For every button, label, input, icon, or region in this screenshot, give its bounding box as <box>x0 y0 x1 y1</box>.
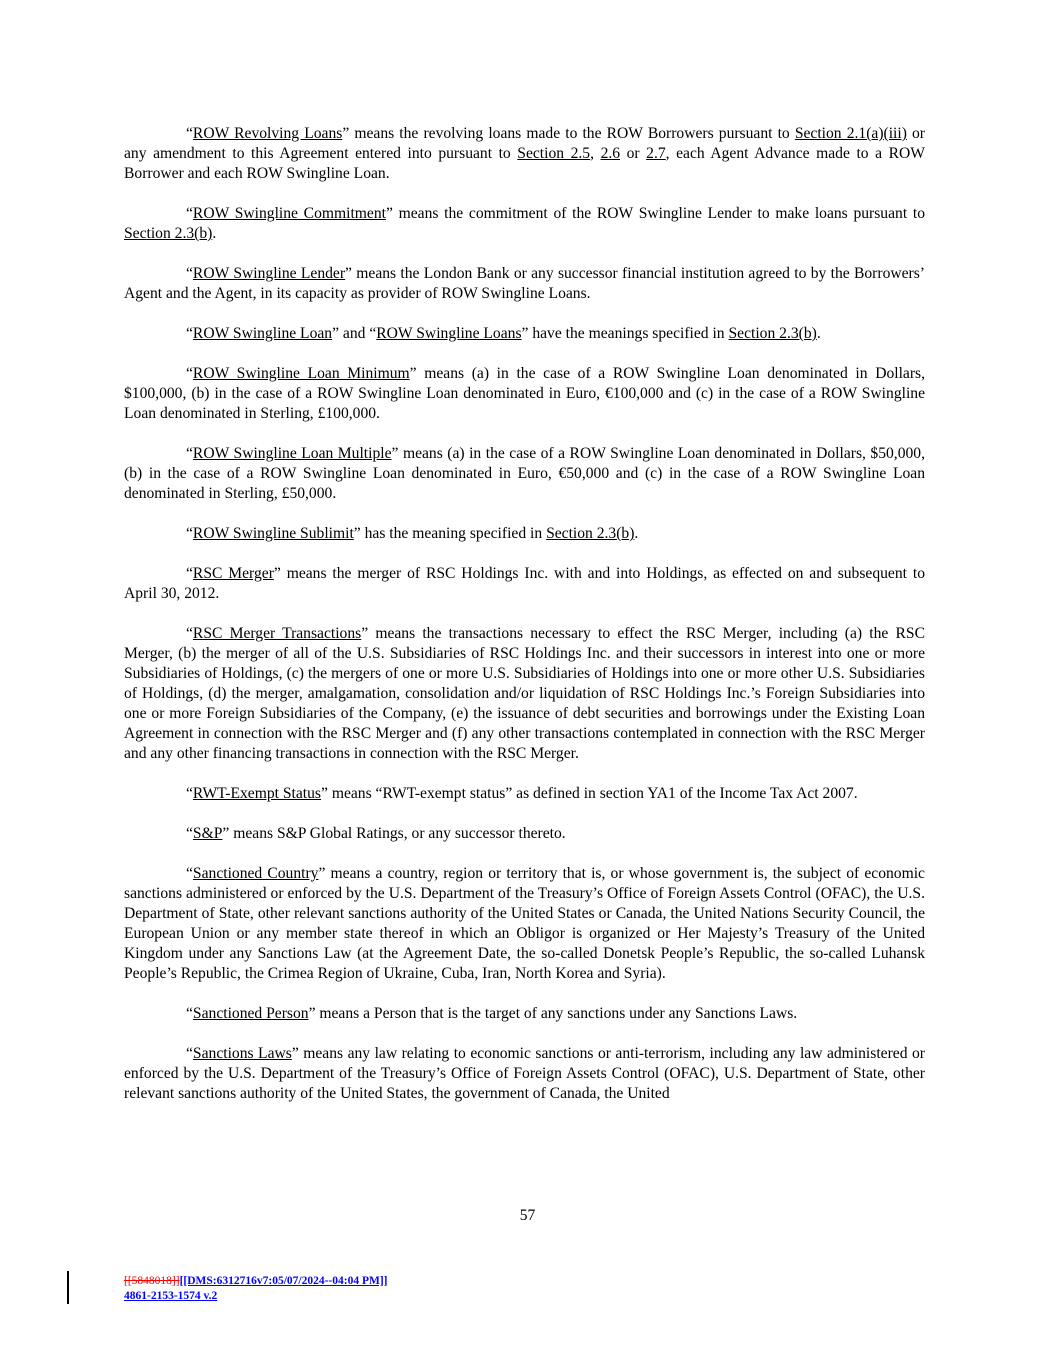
defined-term: ROW Swingline Loan Minimum <box>192 365 410 382</box>
definition-row-swingline-lender: “ROW Swingline Lender” means the London Bank or any successor financial institution agreed to by the Borrowers’ Agent and the Agent, in its capacity as provider of ROW Swingline Loans. <box>124 265 926 302</box>
defined-term: ROW Swingline Lender <box>192 265 346 282</box>
revision-change-bar <box>67 1271 69 1304</box>
defined-term: ROW Swingline Sublimit <box>192 525 354 542</box>
inserted-doc-ref: [[DMS:6312716v7:05/07/2024--04:04 PM]] <box>179 1275 388 1287</box>
defined-term: ROW Swingline Loan <box>192 325 333 342</box>
defined-term: Sanctioned Person <box>192 1005 309 1022</box>
section-reference: 2.7 <box>646 145 666 162</box>
definition-row-swingline-loan-multiple: “ROW Swingline Loan Multiple” means (a) in the case of a ROW Swingline Loan denominated in Dollars, $50,000, (b) in the case of a ROW Swingline Loan denominated in Euro, €50,000 and (c) in the case of a ROW Swingline Loan denominated in Sterling, £50,000. <box>124 445 925 502</box>
section-reference: 2.6 <box>600 145 621 162</box>
definition-row-swingline-sublimit: “ROW Swingline Sublimit” has the meaning specified in Section 2.3(b). <box>186 525 639 542</box>
defined-term: Sanctioned Country <box>192 865 319 882</box>
definition-sanctioned-country: “Sanctioned Country” means a country, region or territory that is, or whose government is, the subject of economic sanctions administered or enforced by the U.S. Department of the Treasury’s Office of Foreign Assets Control (OFAC), the U.S. Department of State, other relevant sanctions authority of the United States or Canada, the United Nations Security Council, the European Union or any member state thereof in which an Obligor is organized or Her Majesty’s Treasury of the United Kingdom under any Sanctions Law (at the Agreement Date, the so-called Donetsk People’s Republic, the so-called Luhansk People’s Republic, the Crimea Region of Ukraine, Cuba, Iran, North Korea and Syria). <box>124 865 925 982</box>
definition-row-swingline-commitment: “ROW Swingline Commitment” means the commitment of the ROW Swingline Lender to make loans pursuant to Section 2.3(b). <box>124 205 925 242</box>
defined-term: RWT-Exempt Status <box>192 785 321 802</box>
section-reference: Section 2.3(b) <box>728 325 817 342</box>
definition-s-and-p: “S&P” means S&P Global Ratings, or any successor thereto. <box>186 825 566 842</box>
defined-term: S&P <box>192 825 223 842</box>
defined-term: ROW Swingline Loans <box>376 325 522 342</box>
definition-rsc-merger-transactions: “RSC Merger Transactions” means the transactions necessary to effect the RSC Merger, including (a) the RSC Merger, (b) the merger of all of the U.S. Subsidiaries of RSC Holdings Inc. and their successors in interest into one or more Subsidiaries of Holdings, (c) the mergers of one or more U.S. Subsidiaries of Holdings into one or more other U.S. Subsidiaries of Holdings, (d) the merger, amalgamation, consolidation and/or liquidation of RSC Holdings Inc.’s Foreign Subsidiaries into one or more Foreign Subsidiaries of the Company, (e) the issuance of debt securities and borrowings under the Existing Loan Agreement in connection with the RSC Merger and (f) any other transactions contemplated in connection with the RSC Merger and any other financing transactions in connection with the RSC Merger. <box>124 625 925 762</box>
defined-term: ROW Swingline Loan Multiple <box>192 445 392 462</box>
section-reference: Section 2.3(b) <box>124 225 213 242</box>
section-reference: Section 2.3(b) <box>546 525 635 542</box>
defined-term: RSC Merger Transactions <box>192 625 362 642</box>
defined-term: ROW Revolving Loans <box>192 125 343 142</box>
page-number: 57 <box>519 1207 536 1224</box>
definition-sanctioned-person: “Sanctioned Person” means a Person that is the target of any sanctions under any Sanctions Laws. <box>186 1005 798 1022</box>
definition-row-swingline-loan-minimum: “ROW Swingline Loan Minimum” means (a) in the case of a ROW Swingline Loan denominated in Dollars, $100,000, (b) in the case of a ROW Swingline Loan denominated in Euro, €100,000 and (c) in the case of a ROW Swingline Loan denominated in Sterling, £100,000. <box>124 365 925 422</box>
definition-rwt-exempt-status: “RWT-Exempt Status” means “RWT-exempt status” as defined in section YA1 of the Income Tax Act 2007. <box>186 785 858 802</box>
document-footer <box>124 1274 388 1304</box>
deleted-doc-ref: [[5848018]] <box>124 1275 180 1287</box>
defined-term: ROW Swingline Commitment <box>192 205 386 222</box>
defined-term: RSC Merger <box>192 565 274 582</box>
doc-number: 4861-2153-1574 v.2 <box>124 1290 218 1302</box>
section-reference: Section 2.1(a)(iii) <box>794 125 907 142</box>
definition-rsc-merger: “RSC Merger” means the merger of RSC Holdings Inc. with and into Holdings, as effected on and subsequent to April 30, 2012. <box>124 565 925 602</box>
footer-ref-line <box>124 1274 388 1289</box>
document-body <box>124 124 925 1124</box>
definition-sanctions-laws: “Sanctions Laws” means any law relating to economic sanctions or anti-terrorism, including any law administered or enforced by the U.S. Department of the Treasury’s Office of Foreign Assets Control (OFAC), U.S. Department of State, other relevant sanctions authority of the United States, the government of Canada, the United <box>124 1045 925 1102</box>
definition-row-revolving-loans: “ROW Revolving Loans” means the revolving loans made to the ROW Borrowers pursuant to Section 2.1(a)(iii) or any amendment to this Agreement entered into pursuant to Section 2.5, 2.6 or 2.7, each Agent Advance made to a ROW Borrower and each ROW Swingline Loan. <box>124 125 926 182</box>
section-reference: Section 2.5 <box>517 145 591 162</box>
definition-row-swingline-loan: “ROW Swingline Loan” and “ROW Swingline Loans” have the meanings specified in Section 2.3(b). <box>186 325 821 342</box>
defined-term: Sanctions Laws <box>192 1045 292 1062</box>
